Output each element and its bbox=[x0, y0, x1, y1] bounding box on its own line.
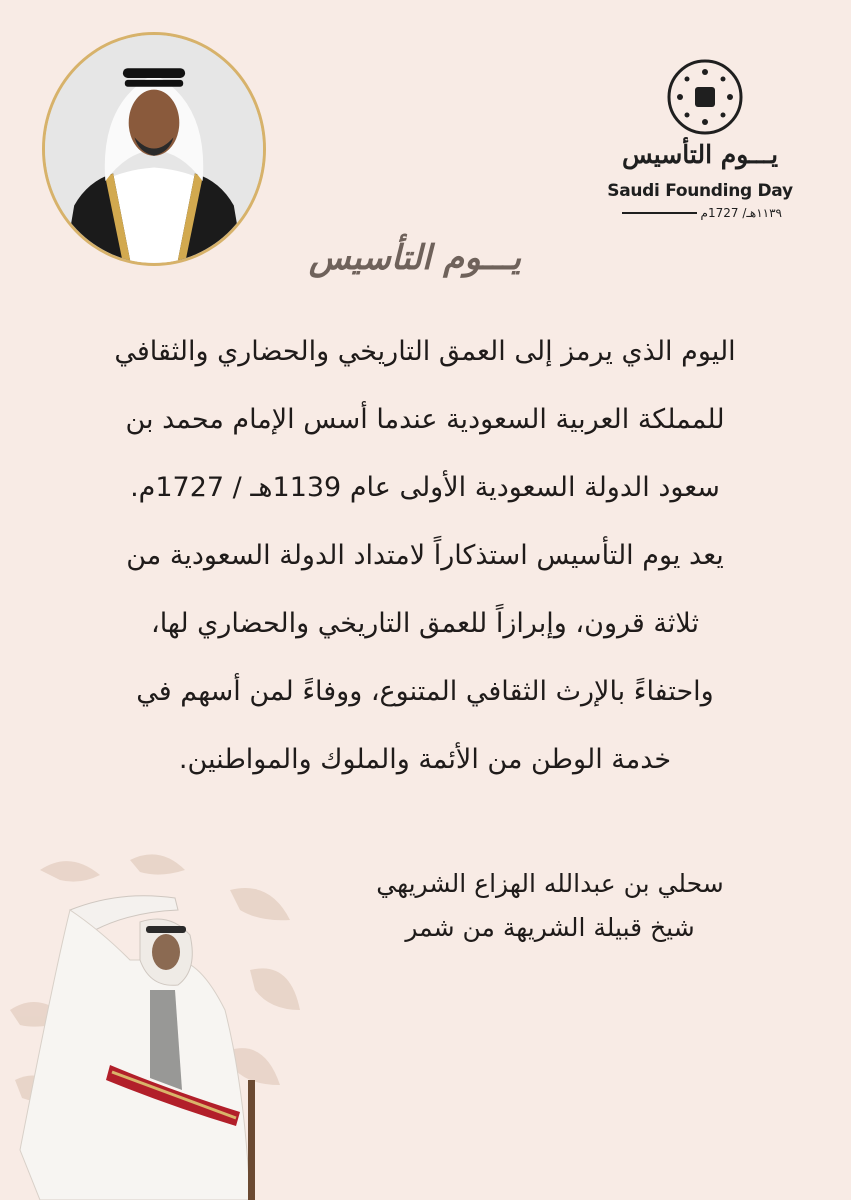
founding-day-logo bbox=[600, 58, 800, 233]
logo-rule-left bbox=[622, 212, 697, 214]
body-line: ثلاثة قرون، وإبرازاً للعمق التاريخي والحضاري لها، bbox=[150, 608, 699, 639]
body-text bbox=[40, 318, 810, 794]
heritage-figure-illustration bbox=[0, 850, 320, 1200]
body-line: يعد يوم التأسيس استذكاراً لامتداد الدولة السعودية من bbox=[126, 540, 724, 571]
body-line: اليوم الذي يرمز إلى العمق التاريخي والحضاري والثقافي bbox=[114, 336, 736, 367]
body-line: خدمة الوطن من الأئمة والملوك والمواطنين. bbox=[178, 744, 672, 775]
founding-day-emblem-icon bbox=[666, 58, 744, 136]
body-line: واحتفاءً بالإرث الثقافي المتنوع، ووفاءً لمن أسهم في bbox=[136, 676, 714, 707]
logo-dates-text: ١١٣٩هـ/ 1727م bbox=[700, 206, 782, 220]
heritage-figure-art bbox=[0, 850, 320, 1200]
signature-title: شيخ قبيلة الشريهة من شمر bbox=[405, 913, 695, 942]
page-heading: يـــوم التأسيس bbox=[308, 238, 522, 278]
signature-block bbox=[330, 862, 770, 950]
logo-arabic-title: يـــوم التأسيس bbox=[621, 140, 779, 169]
signature-name: سحلي بن عبدالله الهزاع الشريهي bbox=[376, 869, 724, 898]
body-line: للمملكة العربية السعودية عندما أسس الإمام محمد بن bbox=[125, 404, 725, 435]
body-line: سعود الدولة السعودية الأولى عام 1139هـ / 1727م. bbox=[130, 472, 720, 503]
portrait-silhouette bbox=[45, 35, 263, 263]
logo-dates bbox=[622, 206, 782, 220]
logo-english-title: Saudi Founding Day bbox=[607, 181, 793, 201]
portrait-photo bbox=[42, 32, 266, 266]
